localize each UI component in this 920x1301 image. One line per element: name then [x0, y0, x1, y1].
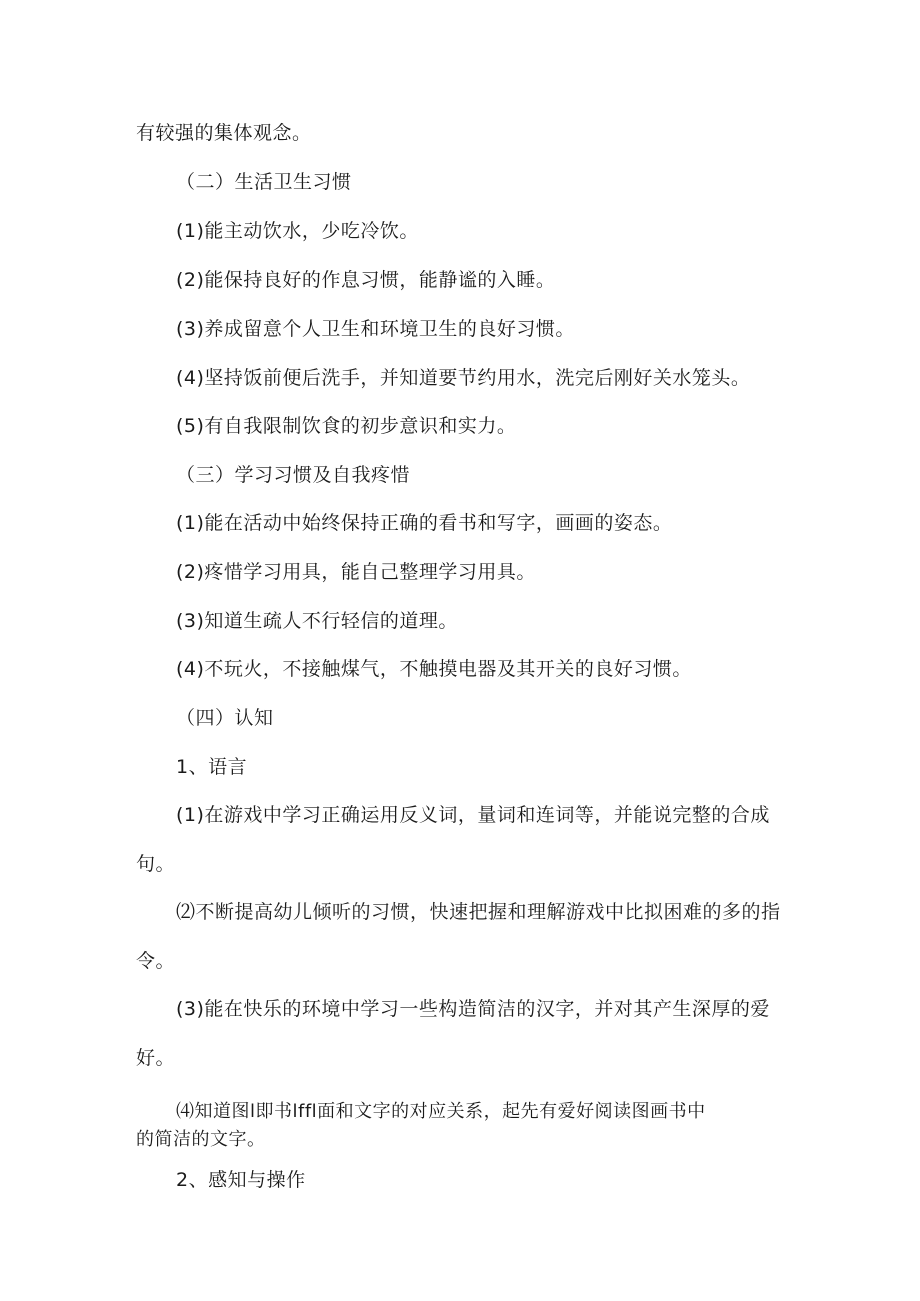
list-item-continuation: 的简洁的文字。 — [136, 1129, 266, 1150]
list-item: (1)能主动饮水，少吃冷饮。 — [176, 220, 419, 242]
list-item: (1)在游戏中学习正确运用反义词，量词和连词等，并能说完整的合成 — [176, 804, 770, 826]
list-item-continuation: 句。 — [136, 853, 176, 875]
subsection-heading: 2、感知与操作 — [176, 1169, 306, 1191]
list-item: ⑵不断提高幼儿倾听的习惯，快速把握和理解游戏中比拟困难的多的指 — [176, 901, 781, 923]
list-item: (4)不玩火，不接触煤气，不触摸电器及其开关的良好习惯。 — [176, 658, 692, 680]
list-item: (3)知道生疏人不行轻信的道理。 — [176, 610, 458, 632]
section-heading: （三）学习习惯及自我疼惜 — [176, 464, 411, 486]
list-item: (1)能在活动中始终保持正确的看书和写字，画画的姿态。 — [176, 512, 673, 534]
list-item: (2)疼惜学习用具，能自己整理学习用具。 — [176, 561, 536, 583]
subsection-heading: 1、语言 — [176, 756, 248, 778]
list-item: ⑷知道图l即书lffl面和文字的对应关系，起先有爱好阅读图画书中 — [176, 1101, 706, 1122]
list-item: (2)能保持良好的作息习惯，能静谧的入睡。 — [176, 269, 556, 291]
list-item: (3)养成留意个人卫生和环境卫生的良好习惯。 — [176, 318, 575, 340]
section-heading: （四）认知 — [176, 707, 274, 729]
section-heading: （二）生活卫生习惯 — [176, 171, 352, 193]
paragraph-line: 有较强的集体观念。 — [136, 122, 312, 144]
list-item: (3)能在快乐的环境中学习一些构造简洁的汉字，并对其产生深厚的爱 — [176, 998, 770, 1020]
list-item-continuation: 令。 — [136, 950, 176, 972]
list-item-continuation: 好。 — [136, 1047, 176, 1069]
list-item: (4)坚持饭前便后洗手，并知道要节约用水，洗完后刚好关水笼头。 — [176, 367, 751, 389]
list-item: (5)有自我限制饮食的初步意识和实力。 — [176, 415, 517, 437]
